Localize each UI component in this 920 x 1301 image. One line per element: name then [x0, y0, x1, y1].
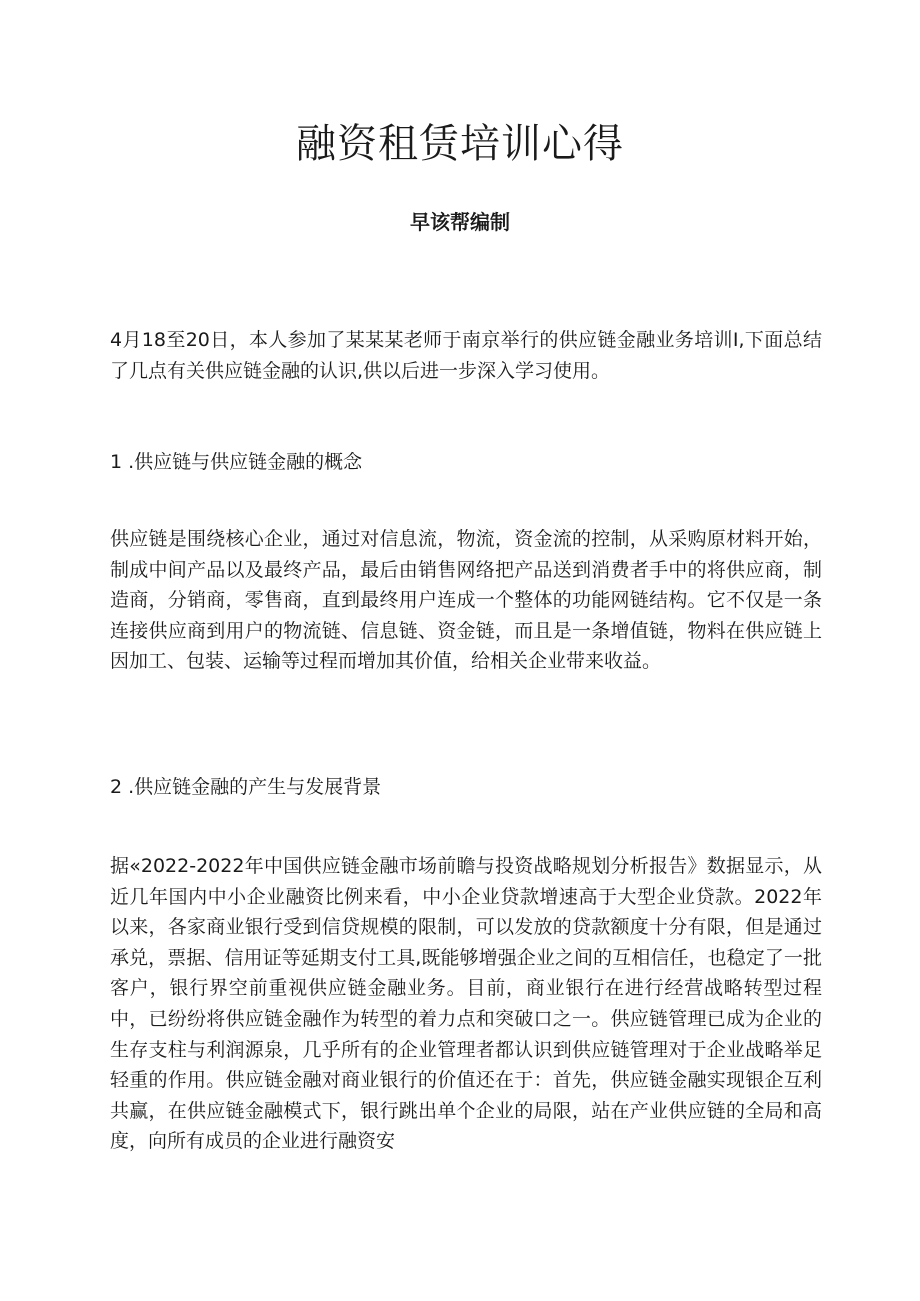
- section-body-2: 据«2022-2022年中国供应链金融市场前瞻与投资战略规划分析报告》数据显示，从近几年国内中小企业融资比例来看，中小企业贷款增速高于大型企业贷款。2022年以来，各家商业银行受到信贷规模的限制，可以发放的贷款额度十分有限，但是通过承兑，票据、信用证等延期支付工具,既能够增强企业之间的互相信任，也稳定了一批客户，银行界空前重视供应链金融业务。目前，商业银行在进行经营战略转型过程中，已纷纷将供应链金融作为转型的着力点和突破口之一。供应链管理已成为企业的生存支柱与利润源泉，几乎所有的企业管理者都认识到供应链管理对于企业战略举足轻重的作用。供应链金融对商业银行的价值还在于：首先，供应链金融实现银企互利共赢，在供应链金融模式下，银行跳出单个企业的局限，站在产业供应链的全局和高度，向所有成员的企业进行融资安: [110, 855, 822, 1153]
- document-title: 融资租赁培训心得: [296, 121, 624, 167]
- section-heading-2: 2 .供应链金融的产生与发展背景: [110, 776, 382, 798]
- document-author: 早该帮编制: [410, 210, 510, 234]
- section-body-1: 供应链是围绕核心企业，通过对信息流，物流，资金流的控制，从采购原材料开始，制成中间产品以及最终产品，最后由销售网络把产品送到消费者手中的将供应商，制造商，分销商，零售商，直到最终用户连成一个整体的功能网链结构。它不仅是一条连接供应商到用户的物流链、信息链、资金链，而且是一条增值链，物料在供应链上因加工、包装、运输等过程而增加其价值，给相关企业带来收益。: [110, 528, 822, 673]
- section-heading-1: 1 .供应链与供应链金融的概念: [110, 451, 363, 473]
- intro-paragraph: 4月18至20日，本人参加了某某某老师于南京举行的供应链金融业务培训I,下面总结了几点有关供应链金融的认识,供以后进一步深入学习使用。: [110, 329, 822, 382]
